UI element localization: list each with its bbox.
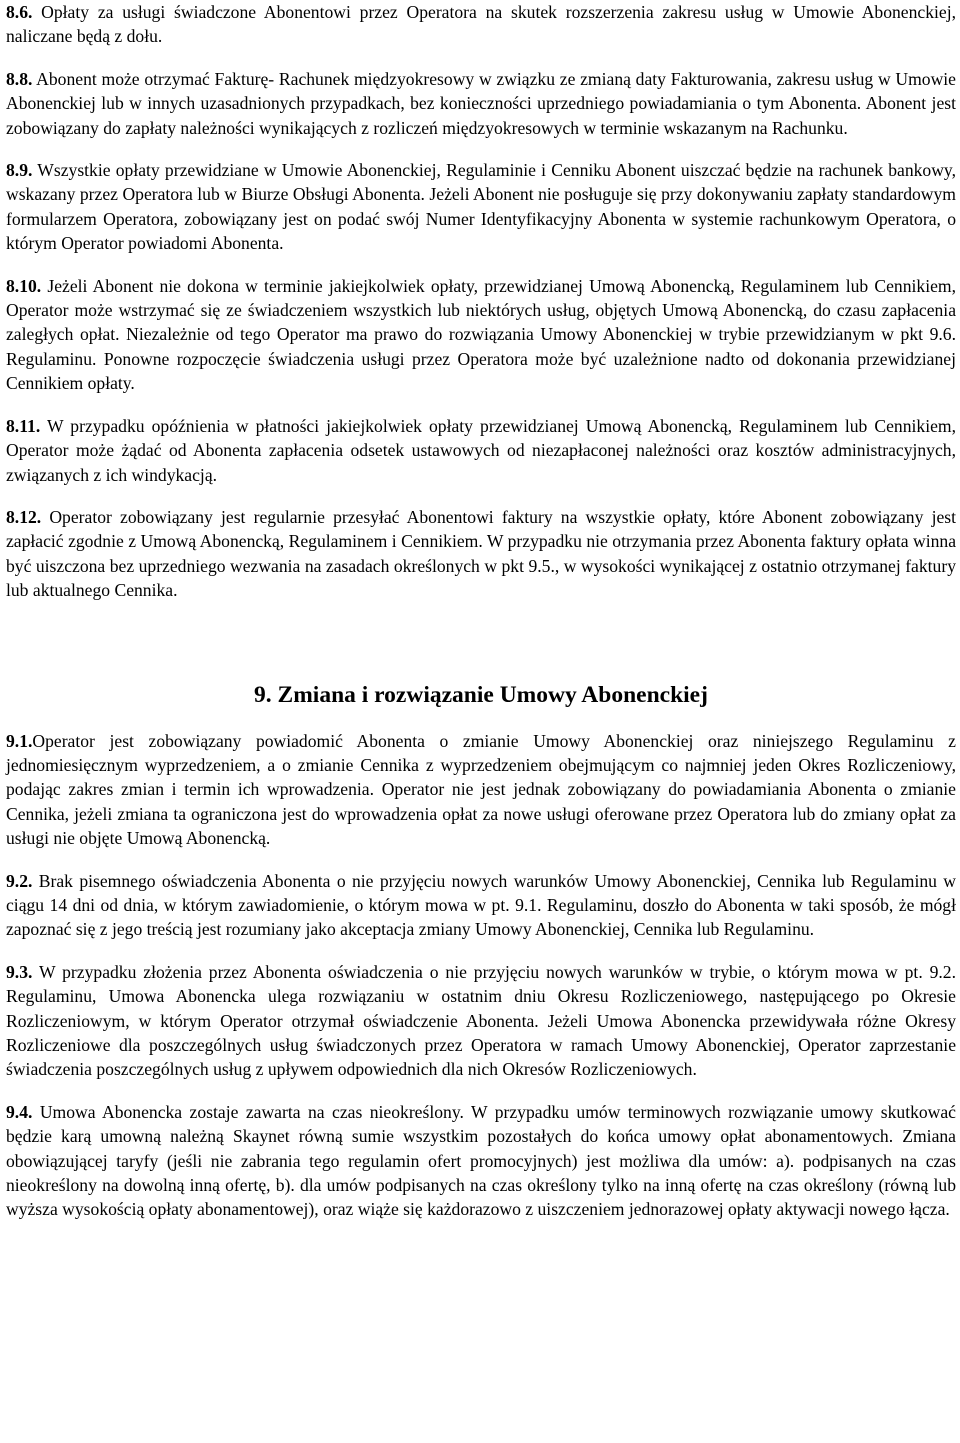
paragraph-number: 8.9.	[6, 160, 33, 181]
paragraph-text: Wszystkie opłaty przewidziane w Umowie Abonenckiej, Regulaminie i Cenniku Abonent uiszczać będzie na rachunek bankowy, wskazany przez Operatora lub w Biurze Obsługi Abonenta. Jeżeli Abonent nie posługuje się przy dokonywaniu zapłaty standardowym formularzem Operatora, zobowiązany jest on podać swój Numer Identyfikacyjny Abonenta w systemie rachunkowym Operatora, o którym Operator powiadomi Abonenta.	[6, 160, 956, 254]
paragraph-number: 8.8.	[6, 68, 33, 89]
paragraph-8-9	[6, 158, 956, 256]
paragraph-8-10	[6, 274, 956, 396]
paragraph-8-11	[6, 414, 956, 487]
paragraph-9-1	[6, 729, 956, 851]
paragraph-text: W przypadku opóźnienia w płatności jakiejkolwiek opłaty przewidzianej Umową Abonencką, Regulaminem lub Cennikiem, Operator może żądać od Abonenta zapłacenia odsetek ustawowych od niezapłaconej należności oraz kosztów administracyjnych, związanych z ich windykacją.	[6, 415, 956, 485]
paragraph-number: 8.12.	[6, 506, 42, 527]
paragraph-number: 9.3.	[6, 961, 33, 982]
paragraph-text: Umowa Abonencka zostaje zawarta na czas nieokreślony. W przypadku umów terminowych rozwiązanie umowy skutkować będzie karą umowną należną Skaynet równą sumie wszystkim pozostałych do końca umowy opłat abonamentowych. Zmiana obowiązującej taryfy (jeśli nie zabrania tego regulamin ofert promocyjnych) jest możliwa dla umów: a). podpisanych na czas nieokreślony na dowolną inną ofertę, b). dla umów podpisanych na czas określony tylko na inną ofertę na czas określony (równą lub wyższa wysokością opłaty abonamentowej), oraz wiąże się każdorazowo z uiszczeniem jednorazowej opłaty aktywacji nowego łącza.	[6, 1101, 956, 1220]
paragraph-9-2	[6, 869, 956, 942]
section-heading: 9. Zmiana i rozwiązanie Umowy Abonenckiej	[254, 681, 708, 708]
paragraph-8-8	[6, 67, 956, 140]
paragraph-8-6	[6, 0, 956, 49]
paragraph-number: 9.2.	[6, 870, 33, 891]
paragraph-text: Operator zobowiązany jest regularnie przesyłać Abonentowi faktury na wszystkie opłaty, które Abonent zobowiązany jest zapłacić zgodnie z Umową Abonencką, Regulaminem i Cennikiem. W przypadku nie otrzymania przez Abonenta faktury opłata winna być uiszczona bez uprzedniego wezwania na zasadach określonych w pkt 9.5., w wysokości wynikającej z ostatnio otrzymanej faktury lub aktualnego Cennika.	[6, 506, 956, 601]
paragraph-text: Opłaty za usługi świadczone Abonentowi przez Operatora na skutek rozszerzenia zakresu usług w Umowie Abonenckiej, naliczane będą z dołu.	[6, 2, 956, 47]
paragraph-number: 8.10.	[6, 275, 42, 296]
paragraph-text: Operator jest zobowiązany powiadomić Abonenta o zmianie Umowy Abonenckiej oraz niniejszego Regulaminu z jednomiesięcznym wyprzedzeniem, a o zmianie Cennika z wyprzedzeniem obejmującym co najmniej jeden Okres Rozliczeniowy, podając zakres zmian i termin ich wprowadzenia. Operator nie jest jednak zobowiązany do powiadamiania Abonenta o zmianie Cennika, jeżeli zmiana ta ograniczona jest do wprowadzenia opłat za nowe usługi oferowane przez Operatora lub do zmiany opłat za usługi nie objęte Umową Abonencką.	[6, 730, 956, 849]
paragraph-9-3	[6, 960, 956, 1082]
paragraph-text: Abonent może otrzymać Fakturę- Rachunek międzyokresowy w związku ze zmianą daty Fakturowania, zakresu usług w Umowie Abonenckiej lub w innych uzasadnionych przypadkach, bez konieczności uprzedniego powiadamiania o tym Abonenta. Abonent jest zobowiązany do zapłaty należności wynikających z rozliczeń międzyokresowych w terminie wskazanym na Rachunku.	[6, 68, 956, 138]
paragraph-number: 8.6.	[6, 2, 33, 22]
paragraph-number: 9.4.	[6, 1101, 33, 1122]
paragraph-text: W przypadku złożenia przez Abonenta oświadczenia o nie przyjęciu nowych warunków w trybie, o którym mowa w pt. 9.2. Regulaminu, Umowa Abonencka ulega rozwiązaniu w ostatnim dniu Okresu Rozliczeniowego, następującego po Okresie Rozliczeniowym, w którym Operator otrzymał oświadczenie Abonenta. Jeżeli Umowa Abonencka przewidywała różne Okresy Rozliczeniowe dla poszczególnych usług świadczonych przez Operatora w ramach Umowy Abonenckiej, Operator zaprzestanie świadczenia poszczególnych usług z upływem odpowiednich dla nich Okresów Rozliczeniowych.	[6, 961, 956, 1080]
paragraph-9-4	[6, 1100, 956, 1222]
paragraph-text: Jeżeli Abonent nie dokona w terminie jakiejkolwiek opłaty, przewidzianej Umową Abonencką, Regulaminem lub Cennikiem, Operator może wstrzymać się ze świadczeniem wszystkich lub niektórych usług, objętych Umową Abonencką, do czasu zapłacenia zaległych opłat. Niezależnie od tego Operator ma prawo do rozwiązania Umowy Abonenckiej w trybie przewidzianym w pkt 9.6. Regulaminu. Ponowne rozpoczęcie świadczenia usługi przez Operatora może być uzależnione nadto od dokonania przewidzianej Cennikiem opłaty.	[6, 275, 956, 394]
paragraph-text: Brak pisemnego oświadczenia Abonenta o nie przyjęciu nowych warunków Umowy Abonenckiej, Cennika lub Regulaminu w ciągu 14 dni od dnia, w którym zawiadomienie, o którym mowa w pt. 9.1. Regulaminu, doszło do Abonenta w taki sposób, że mógł zapoznać się z jego treścią jest rozumiany jako akceptacja zmiany Umowy Abonenckiej, Cennika lub Regulaminu.	[6, 870, 956, 940]
paragraph-number: 8.11.	[6, 415, 41, 436]
paragraph-8-12	[6, 505, 956, 603]
document-page	[6, 0, 956, 1222]
paragraph-number: 9.1.	[6, 730, 33, 751]
